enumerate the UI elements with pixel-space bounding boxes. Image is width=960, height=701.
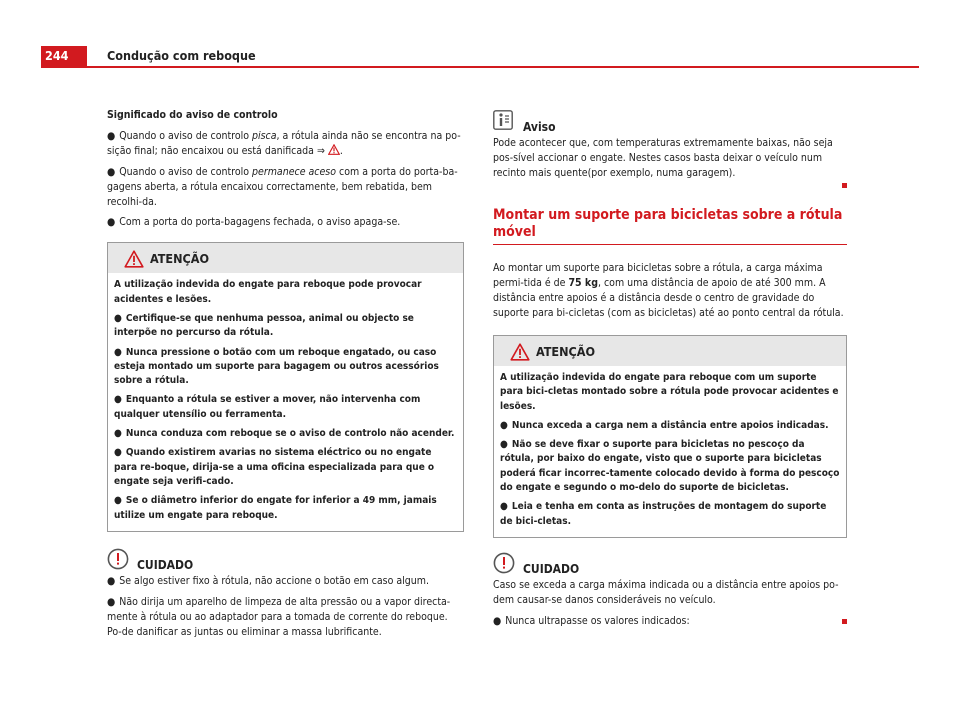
list-item: ● Não dirija um aparelho de limpeza de alta pressão ou a vapor directa-mente à rótula ou ao adaptador para a tomada de corrente do reboque. Po-de danificar as juntas ou eliminar a massa lubrificante. bbox=[107, 595, 451, 638]
caution-header-left bbox=[107, 548, 464, 574]
signal-title: Significado do aviso de controlo bbox=[107, 109, 278, 121]
warning-box-header bbox=[108, 243, 463, 273]
section-title: Montar um suporte para bicicletas sobre a rótula móvel bbox=[493, 207, 847, 246]
warning-title: ATENÇÃO bbox=[150, 251, 210, 267]
aviso-text: Pode acontecer que, com temperaturas extremamente baixas, não seja pos-sível accionar o engate. Nestes casos basta deixar o veículo num recinto mais quente(por exemplo, numa garagem). bbox=[493, 136, 847, 181]
exclamation-circle-icon bbox=[107, 548, 129, 570]
warning-box-body bbox=[108, 273, 463, 530]
info-icon bbox=[493, 110, 513, 130]
bullet-icon: ● bbox=[493, 614, 502, 627]
warning-box-header bbox=[494, 336, 846, 366]
bullet-icon: ● bbox=[107, 165, 116, 178]
signal-bullet-1: ● Quando o aviso de controlo pisca, a rótula ainda não se encontra na po-sição final; não encaixou ou está danificada ⇒ . bbox=[107, 129, 461, 157]
aviso-title: Aviso bbox=[523, 120, 556, 134]
bullet-icon: ● bbox=[107, 595, 116, 608]
warning-intro: A utilização indevida do engate para reboque com um suporte para bici-cletas montado sobre a rótula pode provocar acidentes e lesões. bbox=[500, 371, 839, 412]
header-rule bbox=[41, 66, 919, 68]
signal-bullet-3: ● Com a porta do porta-bagagens fechada, o aviso apaga-se. bbox=[107, 216, 401, 229]
end-mark-icon bbox=[842, 183, 847, 188]
left-column bbox=[107, 108, 464, 645]
list-item: ● Certifique-se que nenhuma pessoa, animal ou objecto se interpõe no percurso da rótula. bbox=[114, 312, 414, 339]
warning-triangle-icon bbox=[124, 250, 144, 268]
right-column bbox=[493, 108, 847, 635]
bullet-icon: ● bbox=[500, 439, 508, 451]
caution-title: CUIDADO bbox=[137, 557, 194, 572]
caution-title: CUIDADO bbox=[523, 561, 580, 576]
bullet-icon: ● bbox=[114, 346, 122, 358]
warning-triangle-icon bbox=[510, 343, 530, 361]
bullet-icon: ● bbox=[500, 419, 508, 431]
list-item: ● Se o diâmetro inferior do engate for inferior a 49 mm, jamais utilize um engate para reboque. bbox=[114, 495, 437, 521]
warning-box-right bbox=[493, 335, 847, 538]
list-item: ● Quando existirem avarias no sistema eléctrico ou no engate para re-boque, dirija-se a uma oficina especializada para que o engate seja verifi-cado. bbox=[114, 447, 435, 487]
list-item: ● Nunca pressione o botão com um reboque engatado, ou caso esteja montado um suporte para bagagem ou outros acessórios sobre a rótula. bbox=[114, 346, 439, 387]
list-item: ● Se algo estiver fixo à rótula, não accione o botão em caso algum. bbox=[107, 574, 429, 587]
warning-box-body bbox=[494, 366, 846, 537]
list-item: ● Nunca exceda a carga nem a distância entre apoios indicadas. bbox=[500, 419, 829, 431]
page-number: 244 bbox=[41, 46, 87, 66]
bullet-icon: ● bbox=[114, 312, 122, 324]
list-item: ● Nunca conduza com reboque se o aviso de controlo não acender. bbox=[114, 428, 455, 440]
caution-text: Caso se exceda a carga máxima indicada ou a distância entre apoios po-dem causar-se danos consideráveis no veículo. bbox=[493, 578, 839, 606]
warning-box-left bbox=[107, 242, 464, 531]
bullet-icon: ● bbox=[107, 129, 116, 142]
caution-header-right bbox=[493, 552, 847, 578]
list-item: ● Nunca ultrapasse os valores indicados: bbox=[493, 614, 847, 629]
warning-intro: A utilização indevida do engate para reboque pode provocar acidentes e lesões. bbox=[114, 279, 422, 305]
end-mark-icon bbox=[842, 619, 847, 624]
exclamation-circle-icon bbox=[493, 552, 515, 574]
warning-title: ATENÇÃO bbox=[536, 343, 596, 359]
bullet-icon: ● bbox=[114, 447, 122, 459]
list-item: ● Não se deve fixar o suporte para bicicletas no pescoço da rótula, por baixo do engate, visto que o suporte para bicicletas poderá ficar incorrec-tamente colocado devido à forma do pescoço do engate e segundo o mo-delo do suporte de bicicletas. bbox=[500, 439, 840, 494]
list-item: ● Enquanto a rótula se estiver a mover, não intervenha com qualquer utensílio ou ferramenta. bbox=[114, 394, 421, 420]
bullet-icon: ● bbox=[500, 501, 508, 513]
bullet-icon: ● bbox=[114, 428, 122, 440]
bullet-icon: ● bbox=[107, 574, 116, 587]
bullet-icon: ● bbox=[114, 495, 122, 507]
section-intro: Ao montar um suporte para bicicletas sobre a rótula, a carga máxima permi-tida é de 75 kg, com uma distância de apoio de até 300 mm. A distância entre apoios é a distância desde o centro de gravidade do suporte para bi-cicletas (com as bicicletas) até ao ponto central da rótula. bbox=[493, 262, 844, 320]
aviso-header bbox=[493, 110, 847, 136]
list-item: ● Leia e tenha em conta as instruções de montagem do suporte de bici-cletas. bbox=[500, 501, 827, 527]
bullet-icon: ● bbox=[107, 216, 116, 229]
warning-triangle-icon bbox=[328, 144, 340, 155]
signal-bullet-2: ● Quando o aviso de controlo permanece aceso com a porta do porta-ba-gagens aberta, a rótula encaixou correctamente, bem rebatida, bem recolhi-da. bbox=[107, 165, 458, 208]
page-title: Condução com reboque bbox=[107, 48, 256, 63]
bullet-icon: ● bbox=[114, 394, 122, 406]
